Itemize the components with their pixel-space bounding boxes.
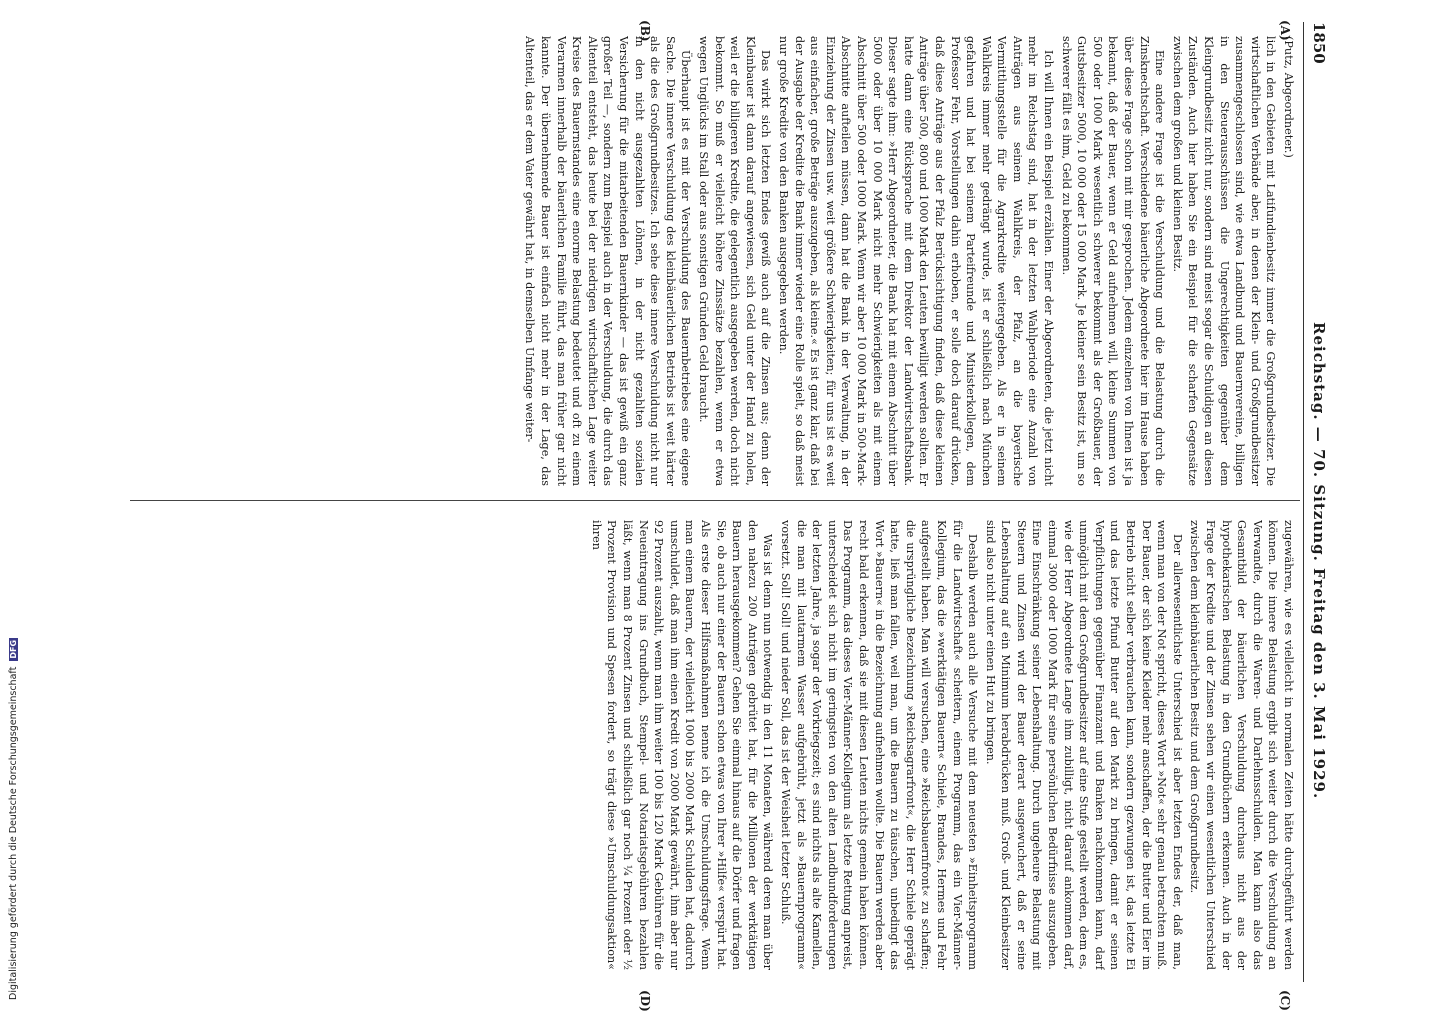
paragraph: Der allerwesentlichste Unterschied ist aber letzten Endes der, daß man, wenn man von der Not spricht, dieses Wort »Not« sehr genau betrachten muß. Der Bauer, der sich keine Kleider mehr anschaffen, der die Butter und Eier im Betrieb nicht selber verbrauchen kann, sondern gezwungen ist, das letzte Ei und das letzte Pfund Butter auf den Markt zu bringen, damit er seinen Verpflichtungen gegenüber Finanzamt und Banken nachkommen kann, darf unmöglich mit dem Großgrundbesitzer auf eine Stufe gestellt werden, dem es, wie der Herr Abgeordnete Lange ihm zubilligt, nicht darauf ankommen darf, einmal 3000 oder 1000 Mark für seine persönlichen Bedürfnisse auszugeben. Eine Einschränkung seiner Lebenshaltung. Durch ungeheure Belastung mit Steuern und Zinsen wird der Bauer derart ausgewuchert, daß er seine Lebenshaltung auf ein Minimum herabdrücken muß. Groß- und Kleinbesitzer sind also nicht unter einen Hut zu bringen. <box>983 520 1184 970</box>
paragraph: lich in den Gebieten mit Latifundienbesitz immer die Großgrundbesitzer. Die wirtschaftlichen Verbände aber, in denen der Klein- und Großgrundbesitzer zusammengeschlossen sind, wie etwa Landbund und Bauernvereine, billigen in den Steuerausschüssen die Ungerechtigkeiten gegenüber dem Kleingrundbesitz nicht nur, sondern sind meist sogar die Schuldigen an diesen Zuständen. Auch hier haben Sie ein Beispiel für die scharfen Gegensätze zwischen dem großen und kleinen Besitz. <box>1170 36 1278 486</box>
left-column <box>126 36 1296 486</box>
paragraph: zugewähren, wie es vielleicht in normalen Zeiten hätte durchgeführt werden können. Die innere Belastung ergibt sich weiter durch die Verschuldung an Verwandte, durch die Waren- und Darlehnsschulden. Man kann also das Gesamtbild der bäuerlichen Verschuldung durchaus nicht aus der hypothekarischen Belastung in den Grundbüchern erkennen. Auch in der Frage der Kredite und der Zinsen sehen wir einen wesentlichen Unterschied zwischen dem kleinbäuerlichen Besitz und dem Großgrundbesitz. <box>1188 520 1295 970</box>
page-title: Reichstag. — 70. Sitzung. Freitag den 3. Mai 1929. <box>1310 322 1328 800</box>
document-page <box>122 22 1332 1022</box>
paragraph: Eine andere Frage ist die Verschuldung und die Belastung durch die Zinsknechtschaft. Verschiedene bäuerliche Abgeordnete hier im Hause haben über diese Frage schon mit mir gesprochen. Jedem einzelnen von Ihnen ist ja bekannt, daß der Bauer, wenn er Geld aufnehmen will, kleine Summen von 500 oder 1000 Mark wesentlich schwerer bekommt als der Großbauer, der Gutsbesitzer 5000, 10 000 oder 15 000 Mark. Je kleiner sein Besitz ist, um so schwerer fällt es ihm, Geld zu bekommen. <box>1059 36 1167 486</box>
page-header <box>1306 22 1332 982</box>
paragraph: Ich will Ihnen ein Beispiel erzählen. Einer der Abgeordneten, die jetzt nicht mehr im Reichstag sind, hat in der letzten Wahlperiode eine Anzahl von Anträgen aus seinem Wahlkreis, der Pfalz, an die bayerische Vermittlungsstelle für die Agrarkredite weitergegeben. Als er in seinem Wahlkreis immer mehr gedrängt wurde, ist er schließlich nach München gefahren und hat bei seinem Parteifreunde und Ministerkollegen, dem Professor Fehr, Vorstellungen dahin erhoben, er solle doch darauf drücken, daß diese Anträge aus der Pfalz Berücksichtigung finden, daß diese kleinen Anträge über 500, 800 und 1000 Mark den Leuten bewilligt werden sollten. Er hatte dann eine Rücksprache mit dem Direktor der Landwirtschaftsbank. Dieser sagte ihm: »Herr Abgeordneter, die Bank hat mit einem Abschnitt über 5000 oder über 10 000 Mark nicht mehr Schwierigkeiten als mit einem Abschnitt über 500 oder 1000 Mark. Wenn wir aber 10 000 Mark in 500-Mark-Abschnitte aufteilen müssen, dann hat die Bank in der Verwaltung, in der Einziehung der Zinsen usw. weit größere Schwierigkeiten; für uns ist es weit aus einfacher, große Beträge auszugeben, als kleine.« Es ist ganz klar, daß bei der Ausgabe der Kredite die Bank immer wieder eine Rolle spielt, so daß meist nur große Kredite von den Banken ausgegeben werden. <box>777 36 1056 486</box>
margin-marker-d: (D) <box>638 990 652 1012</box>
credit-text: Digitalisierung gefördert durch die Deutsche Forschungsgemeinschaft <box>8 666 19 1000</box>
margin-marker-c: (C) <box>1278 990 1292 1011</box>
paragraph: Das wirkt sich letzten Endes gewiß auch auf die Zinsen aus; denn der Kleinbauer ist dann darauf angewiesen, sich Geld unter der Hand zu holen, weil er die billigeren Kredite, die gelegentlich ausgegeben werden, doch nicht bekommt. So muß er vielleicht höhere Zinssätze bezahlen, wenn er etwa wegen Unglücks im Stall oder aus sonstigen Gründen Geld braucht. <box>697 36 773 486</box>
right-column <box>126 520 1296 970</box>
header-rule <box>1303 22 1304 982</box>
digitization-credit <box>8 580 24 1000</box>
margin-marker-b: (B) <box>638 20 652 42</box>
paragraph: Was ist denn nun notwendig in den 11 Monaten, während deren man über den nahezu 200 Anträgen gebrütet hat, für die Millionen der werktätigen Bauern herausgekommen? Gehen Sie einmal hinaus auf die Dörfer und fragen Sie, ob auch nur einer der Bauern schon etwas von Ihrer »Hilfe« verspürt hat. Als erste dieser Hilfsmaßnahmen nenne ich die Umschuldungsfrage. Wenn man einem Bauern, der vielleicht 1000 bis 2000 Mark Schulden hat, dadurch umschuldet, daß man ihm einen Kredit von 2000 Mark gewährt, ihm aber nur 92 Prozent auszahlt, wenn man ihm weiter 100 bis 120 Mark Gebühren für die Neueintragung ins Grundbuch, Stempel- und Notariatsgebühren bezahlen läßt, wenn man 8 Prozent Zinsen und schließlich gar noch ¼ Prozent oder ½ Prozent Provision und Spesen fordert, so trägt diese »Umschuldungsaktion« ihren <box>589 520 775 970</box>
margin-marker-a: (A) <box>1278 20 1292 41</box>
speaker-line: (Putz, Abgeordneter.) <box>1282 36 1295 158</box>
paragraph: Deshalb werden auch alle Versuche mit dem neuesten »Einheitsprogramm für die Landwirtschaft« scheitern, einem Programm, das ein Vier-Männer-Kollegium, das die »werktätigen Bauern« Schiele, Brandes, Hermes und Fehr aufgestellt haben. Man will versuchen, eine »Reichsbauernfront« zu schaffen; die ursprüngliche Bezeichnung »Reichsagrarfront«, die Herr Schiele geprägt hatte, ließ man fallen, weil man, um die Bauern zu täuschen, unbedingt das Wort »Bauern« in die Bezeichnung aufnehmen wollte. Die Bauern werden aber recht bald erkennen, daß sie mit diesen Leuten nichts gemein haben können. Das Programm, das dieses Vier-Männer-Kollegium als letzte Rettung anpreist, unterscheidet sich nicht im geringsten von den alten Landbundforderungen der letzten Jahre, ja sogar der Vorkriegszeit; es sind nichts als alte Kamellen, die man mit lautarmem Wasser aufgebrüht, jetzt als »Bauernprogramm« vorsetzt. Soll! Soll! und nieder Soll, das ist der Weisheit letzter Schluß. <box>779 520 980 970</box>
paragraph: Überhaupt ist es mit der Verschuldung des Bauernbetriebes eine eigene Sache. Die innere Verschuldung des kleinbäuerlichen Betriebs ist weit härter als die des Großgrundbesitzes. Ich sehe diese innere Verschuldung nicht nur in den nicht ausgezahlten Löhnen, in der nicht gezahlten sozialen Versicherung für die mitarbeitenden Bauernkinder — das ist gewiß ein ganz großer Teil —, sondern zum Beispiel auch in der Verschuldung, die durch das Altenteil entsteht, das heute bei der niedrigen wirtschaftlichen Lage weiter Kreise des Bauernstandes eine enorme Belastung bedeutet und oft zu einem Verarmen innerhalb der bäuerlichen Familie führt, das man früher gar nicht kannte. Der übernehmende Bauer ist einfach nicht mehr in der Lage, das Altenteil, das er dem Vater gewährt hat, in demselben Umfange weiter- <box>523 36 693 486</box>
column-divider <box>130 500 1300 501</box>
dfg-logo-icon: DFG <box>9 639 18 659</box>
page-number: 1850 <box>1310 22 1328 64</box>
rotated-page-container <box>122 22 1362 1022</box>
